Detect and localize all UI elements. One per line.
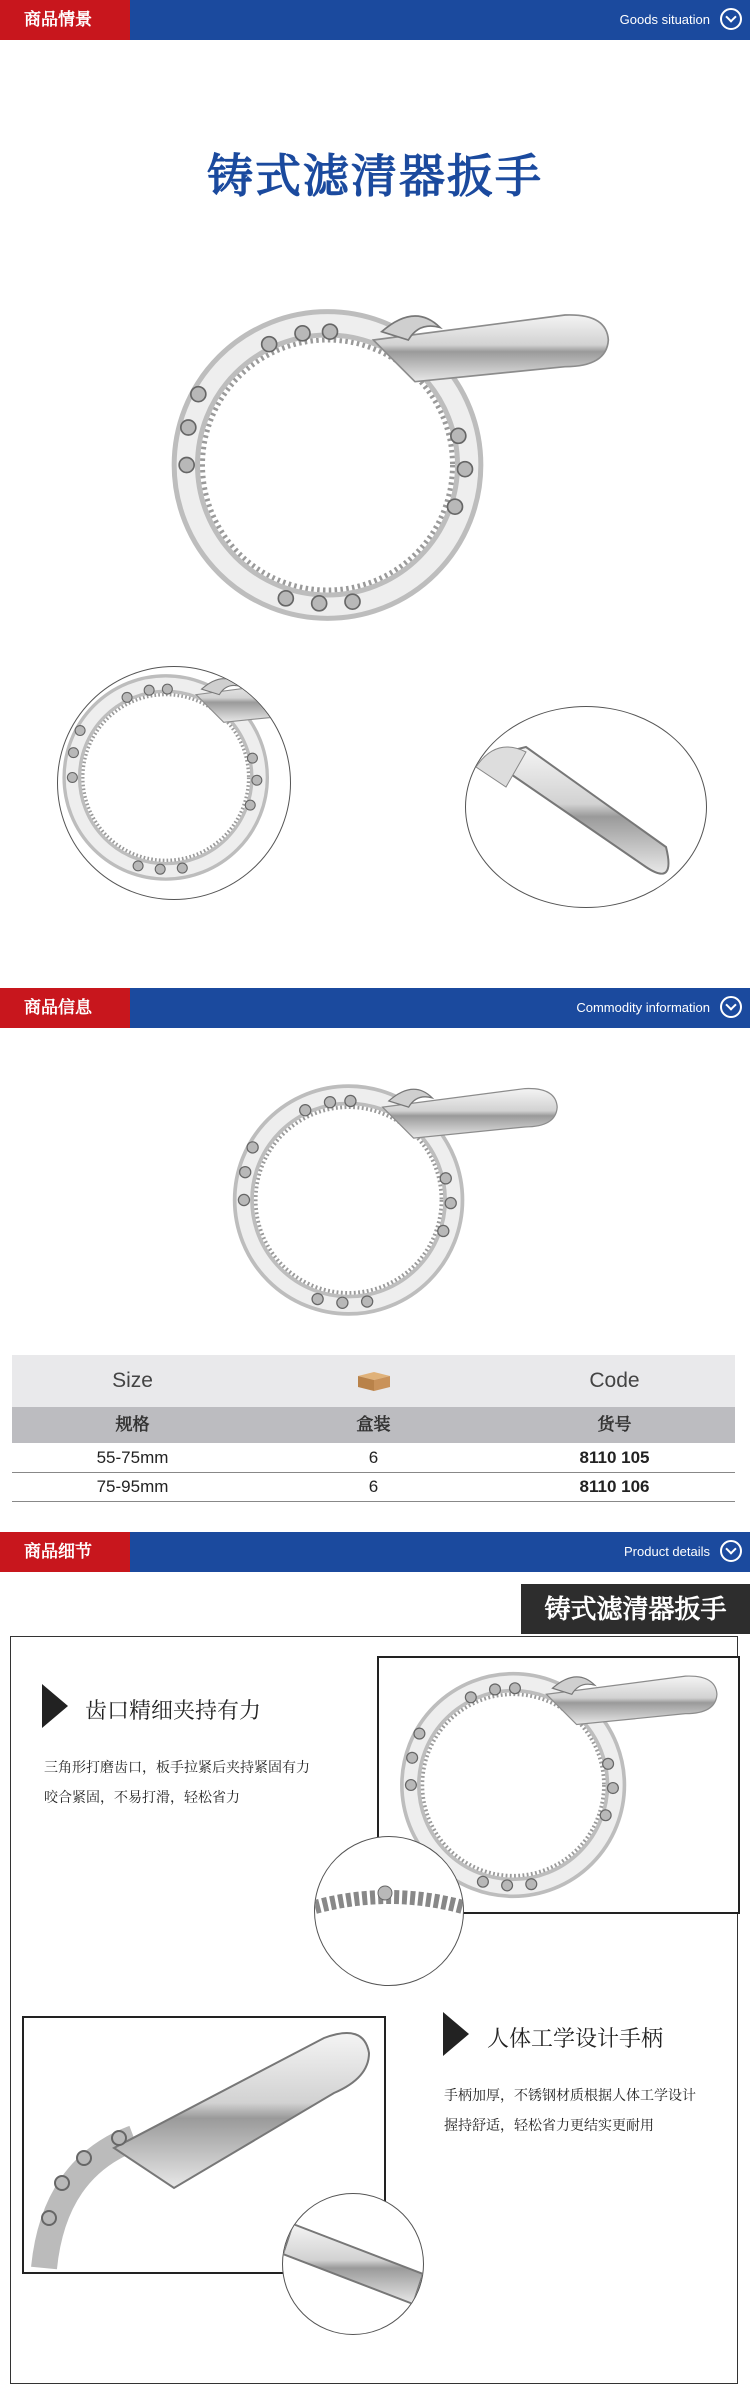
header-size: Size: [112, 1369, 153, 1392]
feature-title: 人体工学设计手柄: [487, 2026, 664, 2051]
table-row: [12, 1473, 735, 1502]
feature-text: 咬合紧固，不易打滑，轻松省力: [44, 1789, 240, 1805]
arrow-right-icon: [42, 1684, 68, 1728]
chevron-down-icon[interactable]: [720, 1540, 742, 1562]
cell-size: 75-95mm: [96, 1477, 169, 1496]
section-en-label: Goods situation: [619, 12, 710, 27]
section-band-info: [0, 988, 750, 1028]
detail-circle-teeth: [314, 1836, 464, 1986]
detail-circle-handle: [465, 706, 707, 908]
header-cn-box: 盒装: [356, 1415, 391, 1434]
table-row: [12, 1444, 735, 1473]
page-title: 铸式滤清器扳手: [207, 150, 543, 202]
table-header-en: [12, 1355, 735, 1407]
details-title: 铸式滤清器扳手: [521, 1584, 750, 1634]
cell-code: 8110 105: [579, 1448, 650, 1467]
header-cn-size: 规格: [115, 1415, 150, 1434]
product-image-info: [165, 1070, 625, 1330]
section-tag: 商品细节: [0, 1532, 130, 1572]
feature-title: 齿口精细夹持有力: [85, 1698, 262, 1723]
section-tag: 商品信息: [0, 988, 130, 1028]
box-icon: [253, 1355, 494, 1407]
arrow-right-icon: [443, 2012, 469, 2056]
feature-text: 握持舒适，轻松省力更结实更耐用: [444, 2117, 654, 2133]
cell-size: 55-75mm: [96, 1448, 169, 1467]
cell-box: 6: [368, 1477, 379, 1496]
section-tag: 商品情景: [0, 0, 130, 40]
detail-circle-grip: [282, 2193, 424, 2335]
detail-circle-ring: [57, 666, 291, 900]
section-en-label: Product details: [624, 1544, 710, 1559]
cell-box: 6: [368, 1448, 379, 1467]
feature-text: 手柄加厚，不锈钢材质根据人体工学设计: [444, 2087, 696, 2103]
spec-table: [12, 1355, 735, 1500]
feature-text: 三角形打磨齿口，板手拉紧后夹持紧固有力: [44, 1759, 310, 1775]
product-image-main: [90, 290, 690, 640]
header-cn-code: 货号: [597, 1415, 632, 1434]
table-header-cn: [12, 1407, 735, 1443]
header-code: Code: [589, 1369, 640, 1392]
chevron-down-icon[interactable]: [720, 8, 742, 30]
section-en-label: Commodity information: [576, 1000, 710, 1015]
cell-code: 8110 106: [579, 1477, 650, 1496]
chevron-down-icon[interactable]: [720, 996, 742, 1018]
section-band-details: [0, 1532, 750, 1572]
section-band-situation: [0, 0, 750, 40]
